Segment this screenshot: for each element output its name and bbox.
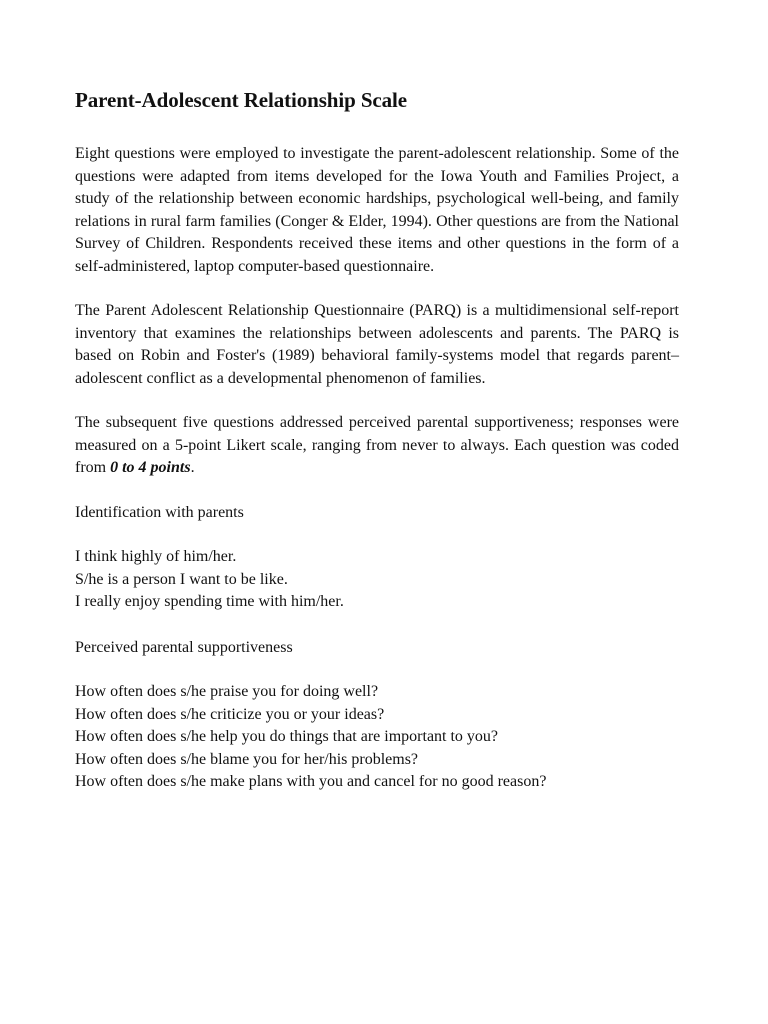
list-item: How often does s/he make plans with you and cancel for no good reason? [75,773,547,790]
parq-paragraph: The Parent Adolescent Relationship Questionnaire (PARQ) is a multidimensional self-report inventory that examines the relationships between adolescents and parents. The PARQ is based on Robin and Foster's (1989) behavioral family-systems model that regards parent–adolescent conflict as a developmental phenomenon of families. [75,302,679,387]
list-item: I think highly of him/her. [75,548,237,565]
section-heading-supportiveness: Perceived parental supportiveness [75,638,293,656]
list-item: How often does s/he help you do things that are important to you? [75,728,499,745]
scoring-text: The subsequent five questions addressed perceived parental supportiveness; responses were measured on a 5-point Likert scale, ranging from never to always. Each question was coded from [75,414,679,476]
identification-items [75,546,679,614]
list-item: How often does s/he blame you for her/his problems? [75,750,419,768]
section-heading-identification: Identification with parents [75,503,244,521]
scoring-text-end: . [190,459,195,476]
list-item: How often does s/he praise you for doing well? [75,683,379,700]
intro-paragraph: Eight questions were employed to investigate the parent-adolescent relationship. Some of the questions were adapted from items developed for the Iowa Youth and Families Project, a study of the relationship between economic hardships, psychological well-being, and family relations in rural farm families (Conger & Elder, 1994). Other questions are from the National Survey of Children. Respondents received these items and other questions in the form of a self-administered, laptop computer-based questionnaire. [75,145,679,275]
scoring-paragraph [75,412,679,480]
list-item: How often does s/he criticize you or your ideas? [75,705,385,723]
scoring-range-emphasis: 0 to 4 points [110,459,191,476]
list-item: I really enjoy spending time with him/her. [75,593,344,610]
list-item: S/he is a person I want to be like. [75,570,288,588]
supportiveness-items [75,681,679,794]
document-title: Parent-Adolescent Relationship Scale [75,88,407,112]
document-page [75,86,679,817]
